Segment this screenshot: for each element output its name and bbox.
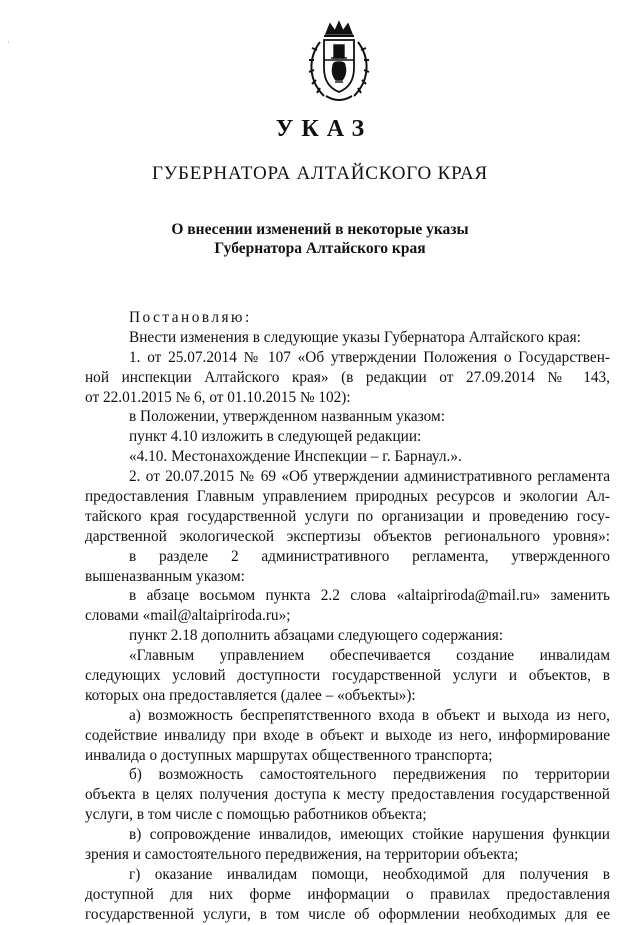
body-line: инвалида о доступных маршрутах общественного транспорта; <box>85 746 493 764</box>
body-line: 2. от 20.07.2015 № 69 «Об утверждении административного регламента <box>129 468 610 486</box>
document-body <box>85 308 610 925</box>
body-line: доступной для них форме информации о правилах предоставления <box>85 885 610 903</box>
body-line: в Положении, утвержденном названным указом: <box>129 408 445 426</box>
body-line: следующих условий доступности государственной услуги и объектов, в <box>85 667 610 685</box>
body-line: Постановляю: <box>129 309 252 326</box>
body-line: словами «mail@altaipriroda.ru»; <box>85 607 291 625</box>
body-line: дарственной экологической экспертизы объектов регионального уровня»: <box>85 527 610 545</box>
body-line: вышеназванным указом: <box>85 567 245 585</box>
body-line: б) возможность самостоятельного передвижения по территории <box>129 766 610 784</box>
body-line: Внести изменения в следующие указы Губернатора Алтайского края: <box>129 328 581 346</box>
body-line: в абзаце восьмом пункта 2.2 слова «altaipriroda@mail.ru» заменить <box>129 587 610 605</box>
body-line: г) оказание инвалидам помощи, необходимой для получения в <box>129 865 610 883</box>
body-line: от 22.01.2015 № 6, от 01.10.2015 № 102): <box>85 388 351 406</box>
body-line: предоставления Главным управлением природных ресурсов и экологии Ал- <box>85 488 610 506</box>
subject-line: Губернатора Алтайского края <box>214 240 426 257</box>
body-line: ной инспекции Алтайского края» (в редакции от 27.09.2014 № 143, <box>85 368 610 386</box>
body-line: тайского края государственной услуги по организации и проведению госу- <box>85 507 610 525</box>
body-line: зрения и самостоятельного передвижения, на территории объекта; <box>85 846 519 864</box>
issuer-heading: ГУБЕРНАТОРА АЛТАЙСКОГО КРАЯ <box>151 163 489 184</box>
subject-heading <box>0 220 640 258</box>
body-line: 1. от 25.07.2014 № 107 «Об утверждении Положения о Государствен- <box>129 348 610 366</box>
body-line: которых она предоставляется (далее – «объекты»): <box>85 686 416 704</box>
body-line: «Главным управлением обеспечивается создание инвалидам <box>129 647 610 665</box>
body-line: в) сопровождение инвалидов, имеющих стойкие нарушения функции <box>129 826 610 844</box>
body-line: а) возможность беспрепятственного входа в объект и выхода из него, <box>129 706 610 724</box>
margin-mark: · <box>7 38 10 47</box>
body-line: в разделе 2 административного регламента, утвержденного <box>129 547 610 565</box>
body-line: пункт 2.18 дополнить абзацами следующего содержания: <box>129 627 504 645</box>
body-line: пункт 4.10 изложить в следующей редакции: <box>129 428 422 446</box>
body-line: «4.10. Местонахождение Инспекции – г. Барнаул.». <box>129 448 462 466</box>
body-line: объекта в целях получения доступа к месту предоставления государственной <box>85 786 610 804</box>
subject-line: О внесении изменений в некоторые указы <box>171 221 469 238</box>
body-line: государственной услуги, в том числе об оформлении необходимых для ее <box>85 905 610 923</box>
body-line: содействие инвалиду при входе в объект и выходе из него, информирование <box>85 726 610 744</box>
coat-of-arms-emblem <box>304 20 374 106</box>
decree-title: УКАЗ <box>275 116 373 142</box>
body-line: услуги, в том числе с помощью работников объекта; <box>85 806 427 824</box>
